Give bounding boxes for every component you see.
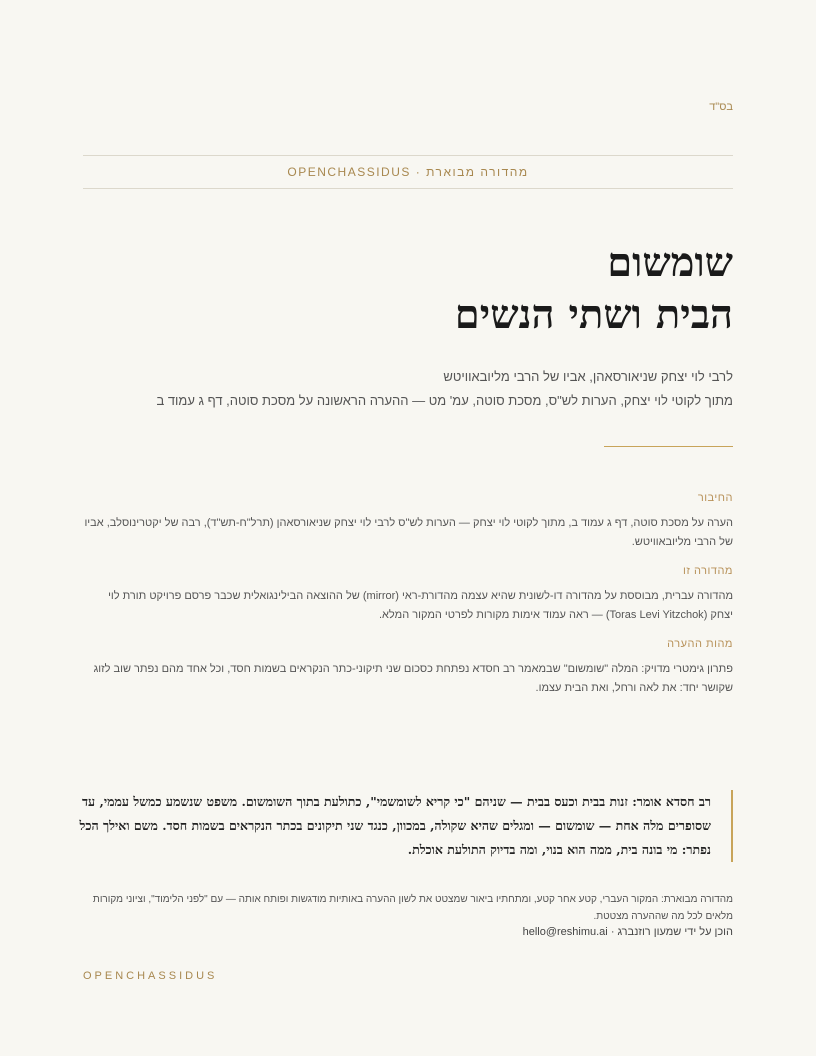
meta-label: החיבור (697, 492, 733, 504)
edition-bar (83, 155, 733, 189)
meta-section-edition (83, 565, 733, 625)
bsd-mark: בס"ד (709, 101, 733, 113)
meta-section-work (83, 492, 733, 552)
meta-label: מהדורה זו (683, 565, 733, 577)
meta-text: פתרון גימטרי מדויק: המלה "שומשום" שבמאמר רב חסדא נפתחת כסכום שני תיקוני-כתר הנקראים בשמות חסד, וכל אחד מהם נפתר שוב לזוג שקושר יחד: את לאה ורחל, ואת הבית עצמו. (93, 663, 733, 694)
meta-section-essence (83, 638, 733, 698)
edition-separator: · (415, 165, 422, 179)
meta-label: מהות ההערה (667, 638, 733, 650)
subtitle-author: לרבי לוי יצחק שניאורסאהן, אביו של הרבי מליובאוויטש (443, 369, 733, 384)
divider-rule (604, 446, 733, 447)
title-line-2: הבית ושתי הנשים (454, 291, 733, 338)
footer-brand: OPENCHASSIDUS (83, 970, 218, 982)
meta-text: הערה על מסכת סוטה, דף ג עמוד ב, מתוך לקוטי לוי יצחק — הערות לש"ס לרבי לוי יצחק שניאורסאהן (תרל"ח-תש"ד), רבה של יקטרינוסלב, אביו של הרבי מליובאוויטש. (84, 517, 733, 548)
prepared-by: הוכן על ידי שמעון רוזנברג (617, 926, 733, 938)
edition-brand: OPENCHASSIDUS (287, 165, 411, 179)
pull-quote: רב חסדא אומר: זנות בבית וכעס בבית — שניהם "כי קריא לשומשמי", כתולעת בתוך השומשום. משפט שנשמע כמשל עממי, עד שסופרים מלה אחת — שומשום — ומגלים שהיא שקולה, במכוון, כנגד שני תיקונים בכתר הנקראים בשמות חסד. משם ואילך הכל נפתר: מי בונה בית, ממה הוא בנוי, ומה בדיוק התולעת אוכלת. (71, 790, 733, 862)
subtitle-source: מתוך לקוטי לוי יצחק, הערות לש"ס, מסכת סוטה, עמ' מט — ההערה הראשונה על מסכת סוטה, דף ג עמוד ב (156, 393, 733, 408)
edition-note: מהדורה מבוארת: המקור העברי, קטע אחר קטע, ומתחתיו ביאור שמצטט את לשון ההערה באותיות מודגשות ופותח אותה — עם "לפני הלימוד", וציוני מקורות מלאים לכל מה שההערה מצטטת. (92, 894, 733, 922)
credit-separator: · (610, 926, 615, 938)
edition-label: מהדורה מבוארת (426, 165, 529, 179)
meta-text: מהדורה עברית, מבוססת על מהדורה דו-לשונית שהיא עצמה מהדורת-ראי (mirror) של ההוצאה הבילינגואלית שכבר פרסם פרויקט תורת לוי יצחק (Toras Levi Yitzchok) — ראה עמוד אימות מקורות לפרטי המקור המלא. (108, 590, 733, 621)
credit-line (83, 926, 733, 938)
contact-email-link[interactable]: hello@reshimu.ai (522, 926, 608, 938)
page-title (83, 237, 733, 341)
title-line-1: שומשום (607, 239, 733, 286)
